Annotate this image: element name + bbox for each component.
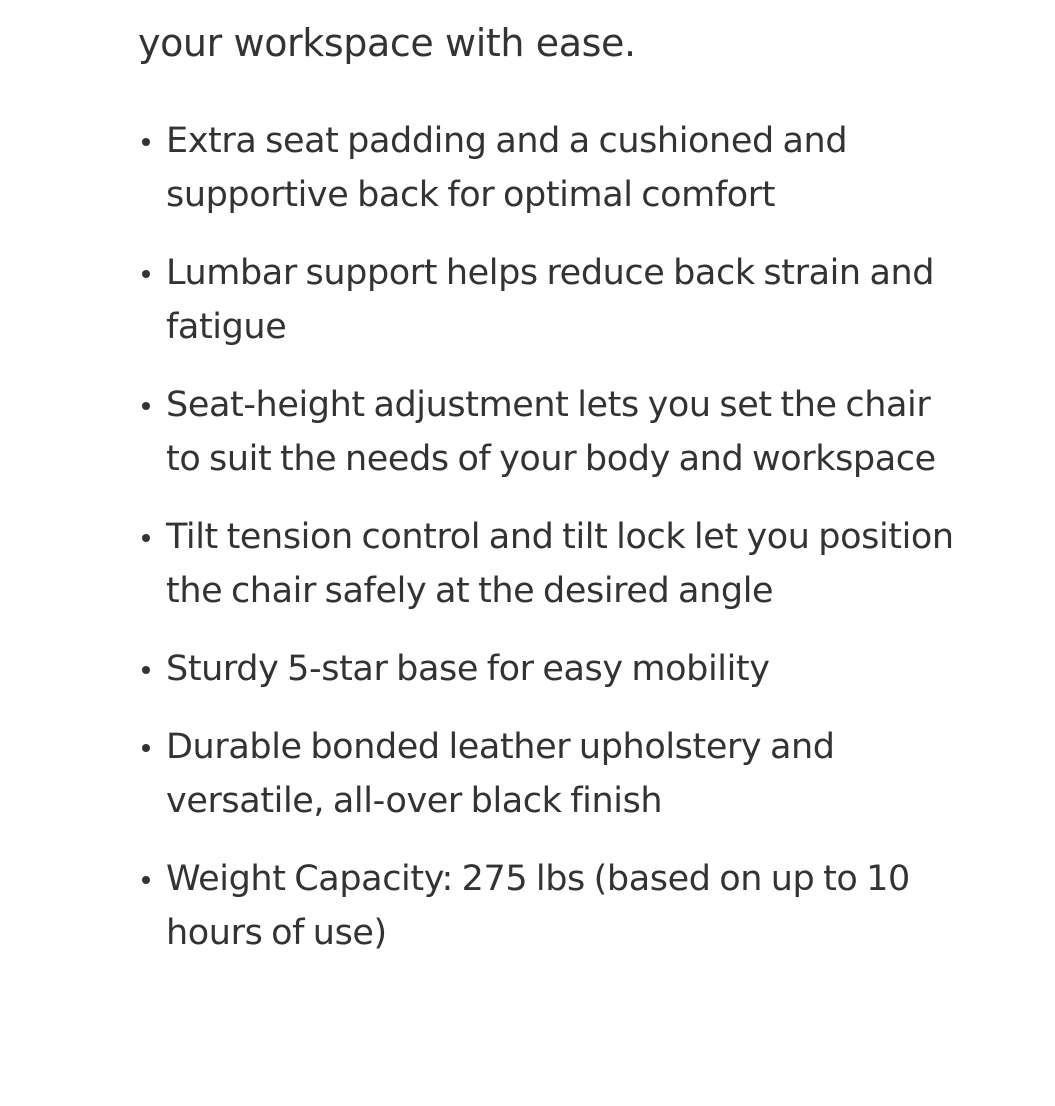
feature-text: Extra seat padding and a cushioned and supportive back for optimal comfort	[166, 121, 848, 215]
feature-text: Lumbar support helps reduce back strain and fatigue	[166, 253, 935, 347]
feature-text: Weight Capacity: 275 lbs (based on up to 10 hours of use)	[166, 859, 910, 953]
bullet-icon	[142, 138, 150, 146]
bullet-icon	[142, 534, 150, 542]
description-intro-text: your workspace with ease.	[138, 21, 636, 65]
feature-text: Sturdy 5-star base for easy mobility	[166, 649, 770, 689]
feature-list-item	[138, 114, 966, 222]
bullet-icon	[142, 876, 150, 884]
feature-list-item	[138, 642, 966, 696]
feature-text: Tilt tension control and tilt lock let you position the chair safely at the desired angle	[166, 517, 954, 611]
feature-list-item	[138, 378, 966, 486]
feature-text: Durable bonded leather upholstery and versatile, all-over black finish	[166, 727, 835, 821]
bullet-icon	[142, 744, 150, 752]
feature-list-item	[138, 510, 966, 618]
bullet-icon	[142, 402, 150, 410]
bullet-icon	[142, 270, 150, 278]
feature-list-item	[138, 720, 966, 828]
bullet-icon	[142, 666, 150, 674]
product-description	[138, 0, 954, 984]
feature-text: Seat-height adjustment lets you set the chair to suit the needs of your body and workspace	[166, 385, 936, 479]
feature-list-item	[138, 246, 966, 354]
feature-list	[138, 114, 954, 960]
feature-list-item	[138, 852, 966, 960]
